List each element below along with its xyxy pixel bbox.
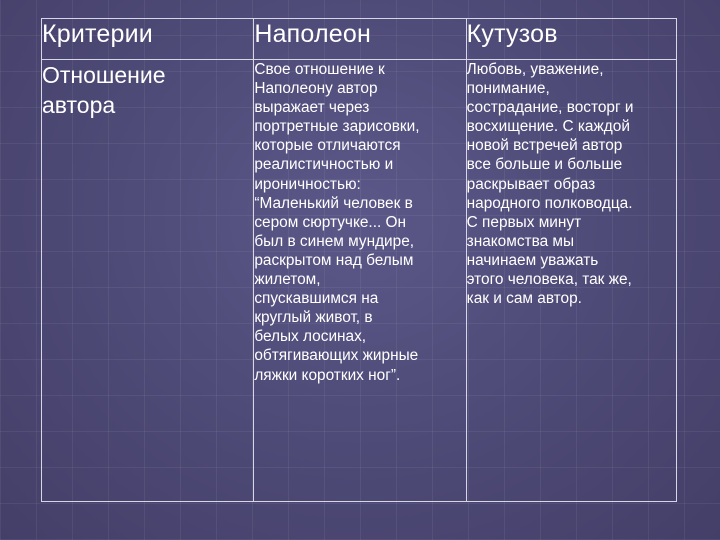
kutuzov-cell: Любовь, уважение, понимание, сострадание, восторг и восхищение. С каждой новой встречей автор все больше и больше раскрывает образ народного полководца. С первых минут знакомства мы начинаем уважать этого человека, так же, как и сам автор. xyxy=(466,60,676,502)
napoleon-cell: Свое отношение к Наполеону автор выражает через портретные зарисовки, которые отличаются реалистичностью и ироничностью: “Маленький человек в сером сюртучке... Он был в синем мундире, раскрытом над белым жилетом, спускавшимся на круглый живот, в белых лосинах, обтягивающих жирные ляжки коротких ног”. xyxy=(254,60,466,502)
table-header-row xyxy=(42,19,677,60)
header-criteria: Критерии xyxy=(42,19,254,60)
header-napoleon: Наполеон xyxy=(254,19,466,60)
comparison-table xyxy=(41,18,677,502)
criterion-text: Отношение автора xyxy=(42,62,166,118)
table-row xyxy=(42,60,677,502)
header-kutuzov: Кутузов xyxy=(466,19,676,60)
criterion-cell xyxy=(42,60,254,502)
